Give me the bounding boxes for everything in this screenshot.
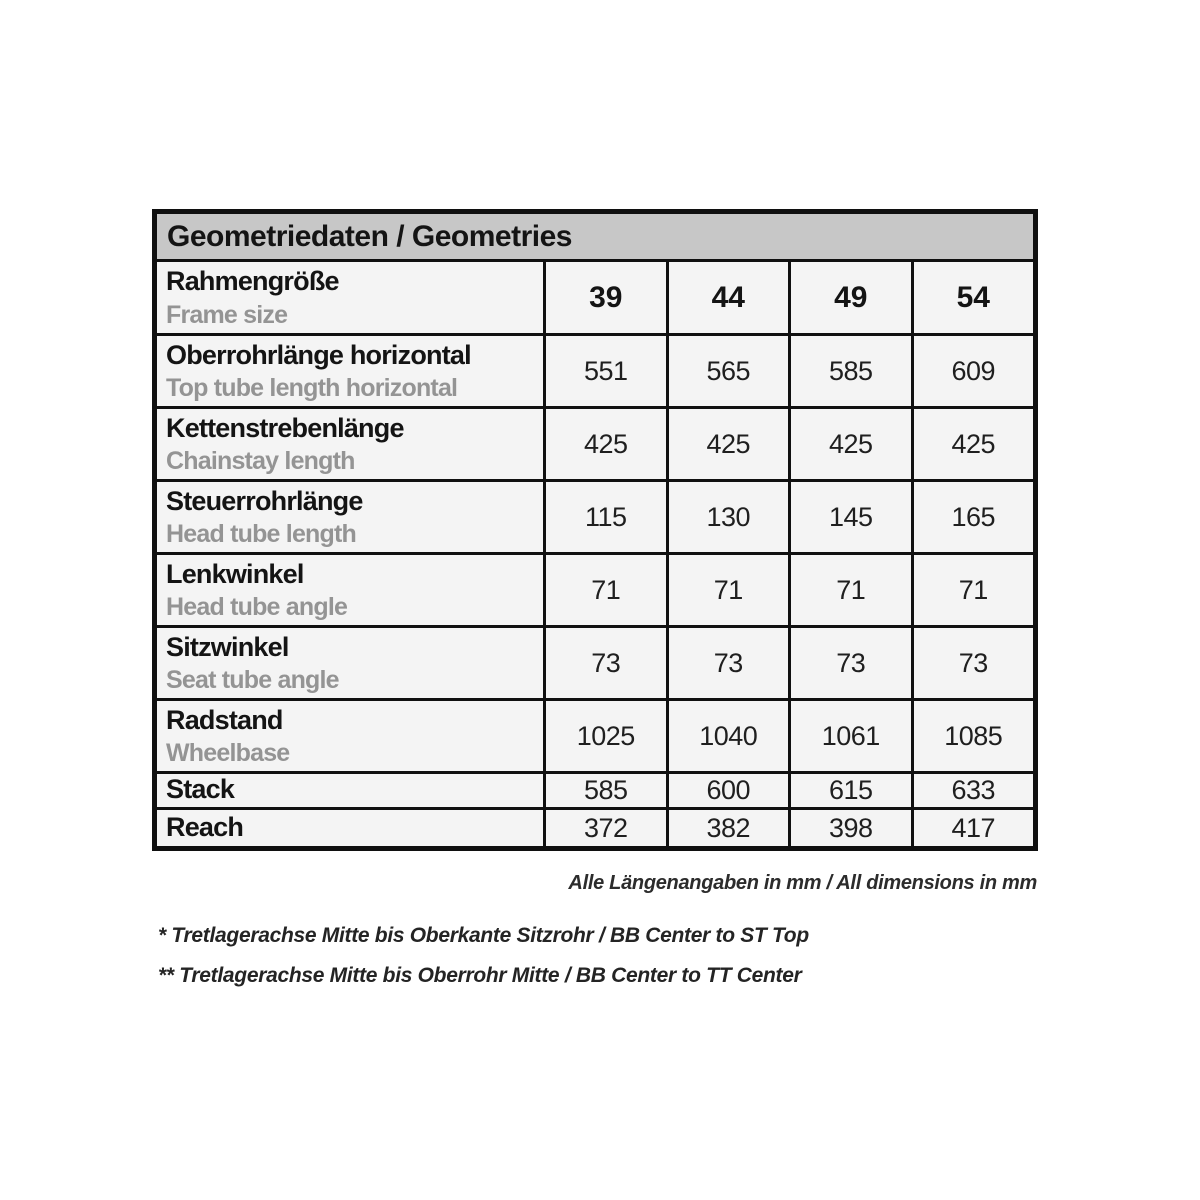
table-cell: 1085 <box>911 701 1034 771</box>
table-cell: 71 <box>911 555 1034 625</box>
size-column-header: 39 <box>543 262 666 333</box>
table-cell: 71 <box>543 555 666 625</box>
row-label-cell <box>157 409 543 479</box>
row-label-en: Head tube angle <box>166 593 348 622</box>
unit-note: Alle Längenangaben in mm / All dimensions in mm <box>568 872 1037 894</box>
row-label-cell <box>157 774 543 807</box>
table-row-reach <box>157 810 1033 846</box>
row-label-de: Radstand <box>166 704 283 735</box>
row-label-de: Stack <box>166 774 235 805</box>
row-label-en: Top tube length horizontal <box>166 374 458 403</box>
row-label-de: Oberrohrlänge horizontal <box>166 339 471 370</box>
table-cell: 73 <box>911 628 1034 698</box>
table-row-seat-tube-angle <box>157 628 1033 701</box>
row-label-en: Wheelbase <box>166 739 290 768</box>
table-row-stack <box>157 774 1033 810</box>
row-label-cell <box>157 810 543 846</box>
size-column-header: 44 <box>666 262 789 333</box>
table-row-head-tube-length <box>157 482 1033 555</box>
row-label-de: Lenkwinkel <box>166 558 304 589</box>
table-row-wheelbase <box>157 701 1033 774</box>
table-cell: 71 <box>666 555 789 625</box>
row-label-cell <box>157 482 543 552</box>
row-label-cell <box>157 628 543 698</box>
table-cell: 609 <box>911 336 1034 406</box>
row-label-de: Reach <box>166 811 244 842</box>
row-label-en: Head tube length <box>166 520 356 549</box>
footnote-bb-to-tt-center: ** Tretlagerachse Mitte bis Oberrohr Mitte / BB Center to TT Center <box>158 964 802 987</box>
table-cell: 165 <box>911 482 1034 552</box>
table-cell: 600 <box>666 774 789 807</box>
frame-size-label-en: Frame size <box>166 300 288 329</box>
table-cell: 565 <box>666 336 789 406</box>
frame-size-header-row <box>157 262 1033 336</box>
table-cell: 425 <box>788 409 911 479</box>
table-cell: 1040 <box>666 701 789 771</box>
table-cell: 633 <box>911 774 1034 807</box>
table-cell: 372 <box>543 810 666 846</box>
frame-size-label-cell <box>157 262 543 333</box>
table-cell: 425 <box>666 409 789 479</box>
table-cell: 585 <box>543 774 666 807</box>
row-label-cell <box>157 701 543 771</box>
table-cell: 417 <box>911 810 1034 846</box>
geometry-table <box>152 209 1038 851</box>
table-cell: 615 <box>788 774 911 807</box>
table-cell: 425 <box>911 409 1034 479</box>
row-label-en: Chainstay length <box>166 447 355 476</box>
table-cell: 425 <box>543 409 666 479</box>
table-row-top-tube <box>157 336 1033 409</box>
table-cell: 145 <box>788 482 911 552</box>
table-row-head-tube-angle <box>157 555 1033 628</box>
size-column-header: 54 <box>911 262 1034 333</box>
table-cell: 130 <box>666 482 789 552</box>
row-label-de: Steuerrohrlänge <box>166 485 363 516</box>
table-cell: 73 <box>788 628 911 698</box>
table-cell: 71 <box>788 555 911 625</box>
row-label-cell <box>157 336 543 406</box>
table-cell: 73 <box>666 628 789 698</box>
footnote-bb-to-st-top: * Tretlagerachse Mitte bis Oberkante Sitzrohr / BB Center to ST Top <box>158 924 809 947</box>
table-cell: 585 <box>788 336 911 406</box>
row-label-cell <box>157 555 543 625</box>
size-column-header: 49 <box>788 262 911 333</box>
table-title: Geometriedaten / Geometries <box>157 214 1033 262</box>
table-cell: 551 <box>543 336 666 406</box>
row-label-de: Kettenstrebenlänge <box>166 412 404 443</box>
table-cell: 382 <box>666 810 789 846</box>
table-cell: 398 <box>788 810 911 846</box>
table-row-chainstay <box>157 409 1033 482</box>
table-cell: 1025 <box>543 701 666 771</box>
table-cell: 73 <box>543 628 666 698</box>
frame-size-label-de: Rahmengröße <box>166 266 339 297</box>
row-label-en: Seat tube angle <box>166 666 339 695</box>
table-cell: 1061 <box>788 701 911 771</box>
row-label-de: Sitzwinkel <box>166 631 289 662</box>
table-cell: 115 <box>543 482 666 552</box>
